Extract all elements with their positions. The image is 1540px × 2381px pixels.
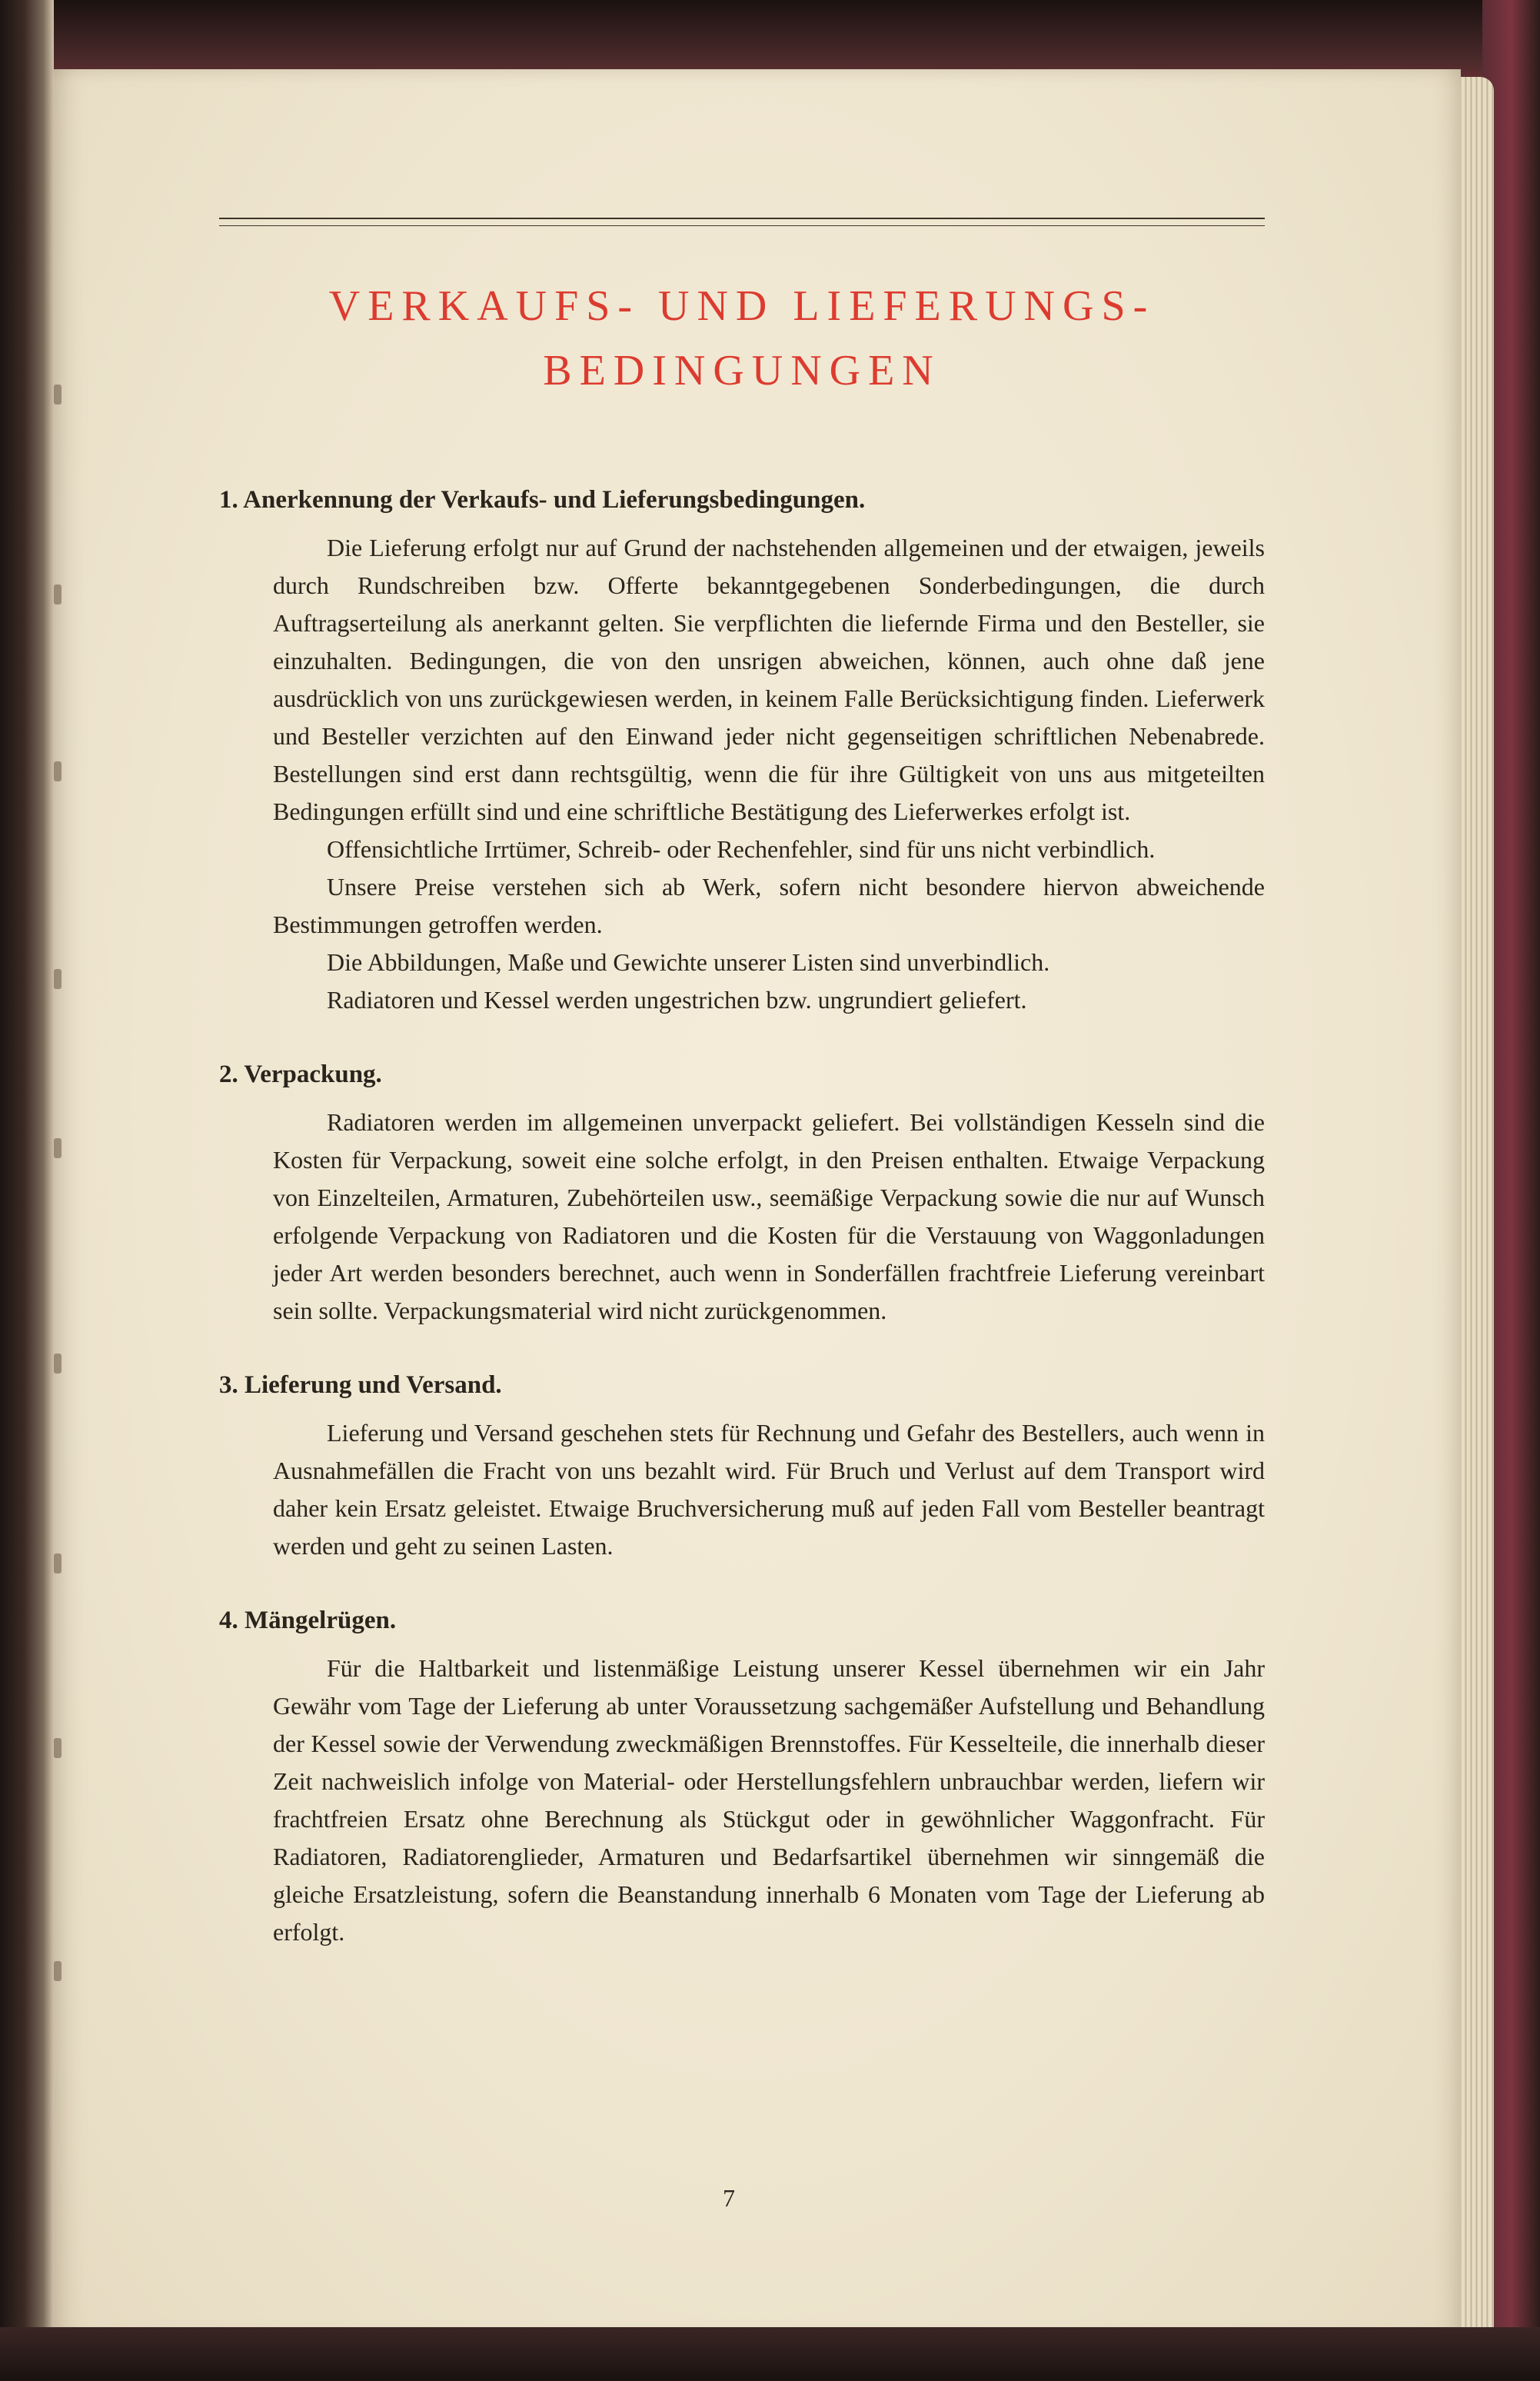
section-heading: 2. Verpackung. — [219, 1061, 382, 1088]
section-4 — [219, 1602, 1265, 1951]
paragraph: Radiatoren werden im allgemeinen unverpackt geliefert. Bei vollständigen Kesseln sind die Kosten für Verpackung, soweit eine solche erfolgt, in den Preisen enthalten. Etwaige Verpackung von Einzelteilen, Armaturen, Zubehörteilen usw., seemäßige Verpackung sowie die nur auf Wunsch erfolgende Verpackung von Radiatoren und die Kosten für die Verstauung von Waggonladungen jeder Art werden besonders berechnet, auch wenn in Sonderfällen frachtfreie Lieferung vereinbart sein sollte. Verpackungsmaterial wird nicht zurückgenommen. — [273, 1108, 1265, 1324]
header-rule-bottom — [219, 225, 1265, 226]
binding-thread-marks — [51, 231, 66, 2230]
section-heading: 4. Mängelrügen. — [219, 1607, 397, 1634]
paragraph: Für die Haltbarkeit und listenmäßige Leistung unserer Kessel übernehmen wir ein Jahr Gewähr vom Tage der Lieferung ab unter Voraussetzung sachgemäßer Aufstellung und Behandlung der Kessel sowie der Verwendung zweckmäßigen Brennstoffes. Für Kesselteile, die innerhalb dieser Zeit nachweislich infolge von Material- oder Herstellungsfehlern unbrauchbar werden, liefern wir frachtfreien Ersatz ohne Berechnung als Stückgut oder in gewöhnlicher Waggonfracht. Für Radiatoren, Radiatorenglieder, Armaturen und Bedarfsartikel übernehmen wir sinngemäß die gleiche Ersatzleistung, sofern die Beanstandung innerhalb 6 Monaten vom Tage der Lieferung ab erfolgt. — [273, 1654, 1265, 1946]
section-heading: 1. Anerkennung der Verkaufs- und Lieferungsbedingungen. — [219, 486, 866, 514]
title-line-1: VERKAUFS- UND LIEFERUNGS- — [328, 282, 1156, 330]
paragraph: Unsere Preise verstehen sich ab Werk, sofern nicht besondere hiervon abweichende Bestimmungen getroffen werden. — [273, 873, 1265, 938]
title-line-2: BEDINGUNGEN — [543, 347, 941, 395]
paragraph: Offensichtliche Irrtümer, Schreib- oder Rechenfehler, sind für uns nicht verbindlich. — [327, 835, 1156, 863]
section-1 — [219, 481, 1265, 1019]
document-content — [219, 218, 1265, 1951]
book-cover-bottom — [0, 2327, 1540, 2381]
paragraph: Radiatoren und Kessel werden ungestrichen bzw. ungrundiert geliefert. — [327, 986, 1027, 1014]
header-rule-top — [219, 218, 1265, 219]
section-3 — [219, 1367, 1265, 1565]
section-2 — [219, 1056, 1265, 1330]
section-heading: 3. Lieferung und Versand. — [219, 1371, 502, 1399]
page-number: 7 — [723, 2184, 735, 2212]
paragraph: Die Lieferung erfolgt nur auf Grund der nachstehenden allgemeinen und der etwaigen, jeweils durch Rundschreiben bzw. Offerte bekanntgegebenen Sonderbedingungen, die durch Auftragserteilung als anerkannt gelten. Sie verpflichten die liefernde Firma und den Besteller, sie einzuhalten. Bedingungen, die von den unsrigen abweichen, können, auch ohne daß jene ausdrücklich von uns zurückgewiesen werden, in keinem Falle Berücksichtigung finden. Lieferwerk und Besteller verzichten auf den Einwand jeder nicht gegenseitigen schriftlichen Nebenabrede. Bestellungen sind erst dann rechtsgültig, wenn die für ihre Gültigkeit von uns aus mitgeteilten Bedingungen erfüllt sind und eine schriftliche Bestätigung des Lieferwerkes erfolgt ist. — [273, 534, 1265, 825]
page-title — [219, 274, 1265, 403]
paragraph: Lieferung und Versand geschehen stets für Rechnung und Gefahr des Bestellers, auch wenn in Ausnahmefällen die Fracht von uns bezahlt wird. Für Bruch und Verlust auf dem Transport wird daher kein Ersatz geleistet. Etwaige Bruchversicherung muß auf jeden Fall vom Besteller beantragt werden und geht zu seinen Lasten. — [273, 1419, 1265, 1560]
book-spine-left — [0, 0, 54, 2381]
paragraph: Die Abbildungen, Maße und Gewichte unserer Listen sind unverbindlich. — [327, 948, 1050, 976]
